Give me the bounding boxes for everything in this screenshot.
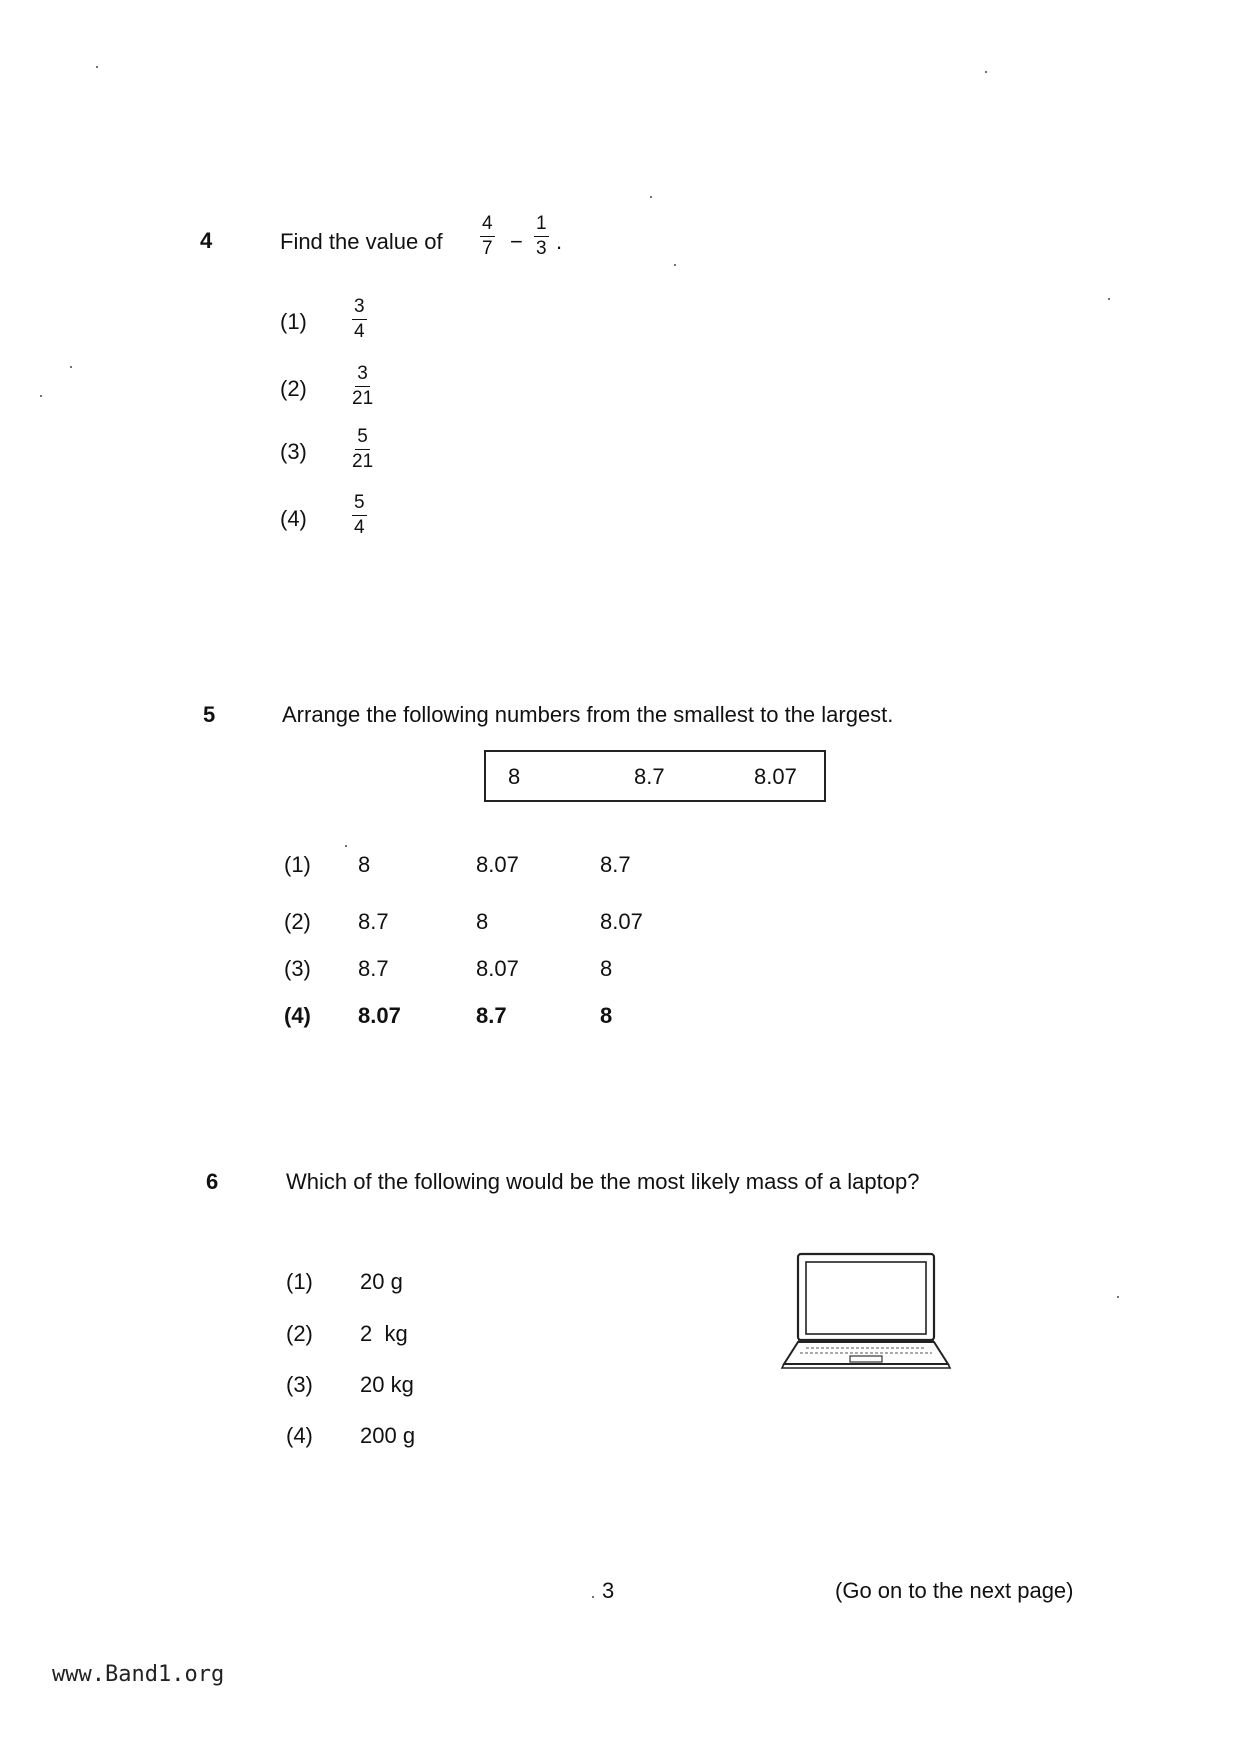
option-value: 8.07: [600, 909, 643, 934]
laptop-icon: [776, 1250, 956, 1374]
fraction-a-denominator: 7: [482, 237, 493, 259]
option-numerator: 5: [352, 493, 367, 516]
option-value: 8: [600, 1003, 613, 1028]
question-prompt: Find the value of: [280, 229, 443, 254]
option-value: 8: [358, 852, 371, 877]
option-fraction[interactable]: [352, 427, 373, 472]
option-denominator: 21: [352, 387, 374, 409]
option-label[interactable]: (3): [284, 956, 311, 981]
page-number: 3: [602, 1578, 615, 1603]
option-label[interactable]: (2): [284, 909, 311, 934]
option-numerator: 3: [352, 297, 367, 320]
option-fraction[interactable]: [352, 364, 373, 409]
option-value: 8: [476, 909, 489, 934]
scan-speck: [40, 395, 42, 397]
box-number: 8: [508, 764, 521, 789]
option-denominator: 21: [352, 450, 374, 472]
expression-end: .: [556, 229, 563, 254]
option-denominator: 4: [354, 320, 365, 342]
box-number: 8.7: [634, 764, 665, 789]
option-label[interactable]: (3): [286, 1372, 313, 1397]
option-label[interactable]: (3): [280, 439, 307, 464]
option-label[interactable]: (1): [286, 1269, 313, 1294]
option-label[interactable]: (1): [284, 852, 311, 877]
option-fraction[interactable]: [352, 493, 367, 538]
question-number: 4: [200, 228, 213, 253]
fraction-b-denominator: 3: [536, 237, 547, 259]
option-value: 8.7: [476, 1003, 507, 1028]
scan-speck: [650, 196, 652, 198]
option-value: 20 kg: [360, 1372, 414, 1397]
option-denominator: 4: [354, 516, 365, 538]
option-label[interactable]: (4): [286, 1423, 313, 1448]
option-label[interactable]: (2): [280, 376, 307, 401]
option-label[interactable]: (4): [280, 506, 307, 531]
scan-speck: [345, 845, 347, 847]
box-number: 8.07: [754, 764, 797, 789]
next-page-note: (Go on to the next page): [835, 1578, 1074, 1603]
scan-speck: [96, 66, 98, 68]
question-prompt: Which of the following would be the most likely mass of a laptop?: [286, 1169, 920, 1194]
question-prompt: Arrange the following numbers from the smallest to the largest.: [282, 702, 894, 727]
fraction-a: [480, 214, 495, 259]
option-value: 8.7: [600, 852, 631, 877]
scan-speck: [1117, 1296, 1119, 1298]
option-value: 8: [600, 956, 613, 981]
scan-speck: [674, 264, 676, 266]
option-value: 2 kg: [360, 1321, 408, 1346]
option-value: 8.07: [358, 1003, 401, 1028]
option-label[interactable]: (2): [286, 1321, 313, 1346]
option-label[interactable]: (1): [280, 309, 307, 334]
question-number: 6: [206, 1169, 219, 1194]
minus-operator: −: [510, 229, 523, 254]
scan-speck: [592, 1596, 594, 1598]
question-number: 5: [203, 702, 216, 727]
website-url[interactable]: www.Band1.org: [52, 1662, 225, 1687]
option-value: 20 g: [360, 1269, 403, 1294]
fraction-b-numerator: 1: [534, 214, 549, 237]
option-value: 8.7: [358, 956, 389, 981]
fraction-a-numerator: 4: [480, 214, 495, 237]
option-fraction[interactable]: [352, 297, 367, 342]
scan-speck: [1108, 298, 1110, 300]
option-numerator: 5: [355, 427, 370, 450]
scan-speck: [70, 366, 72, 368]
option-value: 8.07: [476, 956, 519, 981]
number-box: [484, 750, 826, 802]
fraction-b: [534, 214, 549, 259]
option-label[interactable]: (4): [284, 1003, 311, 1028]
option-value: 200 g: [360, 1423, 416, 1448]
option-numerator: 3: [355, 364, 370, 387]
option-value: 8.7: [358, 909, 389, 934]
scan-speck: [985, 71, 987, 73]
option-value: 8.07: [476, 852, 519, 877]
